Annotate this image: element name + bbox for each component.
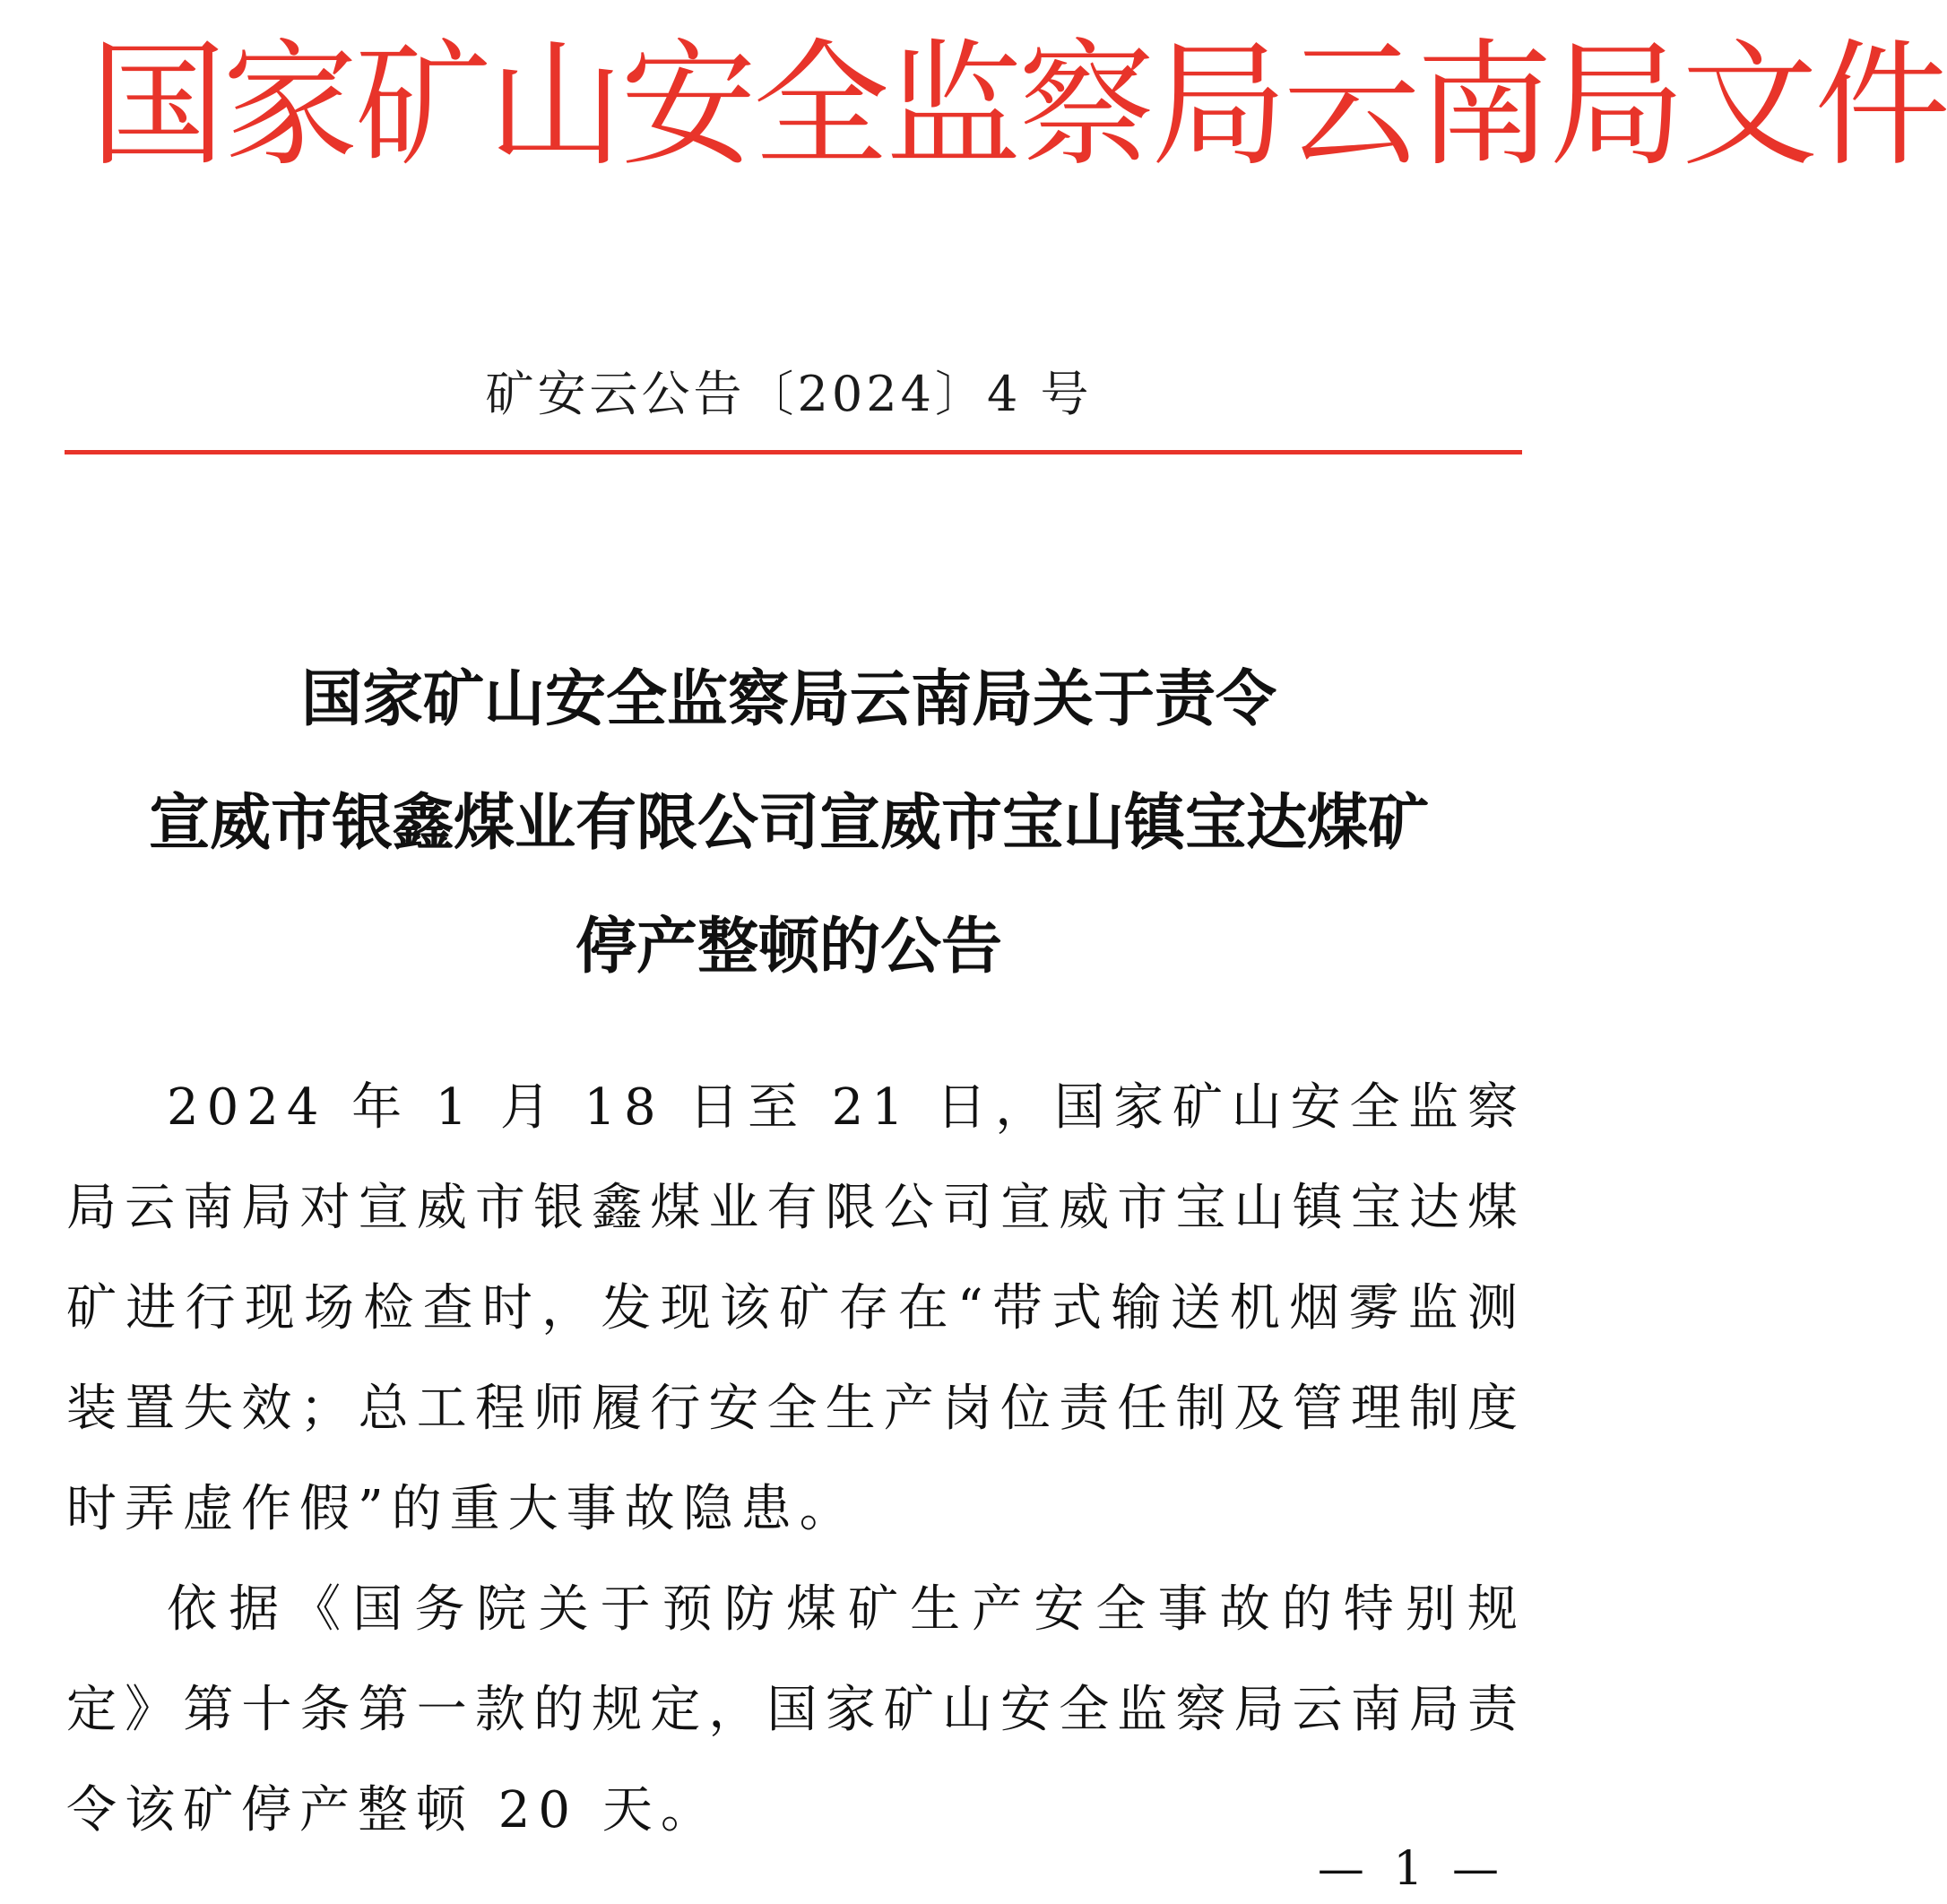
announcement-body <box>66 1058 1526 1861</box>
title-line-2: 宣威市银鑫煤业有限公司宣威市宝山镇宝达煤矿 <box>148 788 1429 859</box>
title-line-3: 停产整顿的公告 <box>575 912 1002 982</box>
document-header-title: 国家矿山安全监察局云南局文件 <box>90 26 1947 185</box>
announcement-title <box>54 638 1524 1009</box>
red-divider-line <box>65 450 1522 454</box>
title-line-1: 国家矿山安全监察局云南局关于责令 <box>300 664 1276 735</box>
document-number: 矿安云公告〔2024〕4 号 <box>485 366 1093 422</box>
body-paragraph-1: 2024 年 1 月 18 日至 21 日，国家矿山安全监察局云南局对宣威市银鑫煤业有限公司宣威市宝山镇宝达煤矿进行现场检查时，发现该矿存在“带式输送机烟雾监测装置失效；总工程师履行安全生产岗位责任制及管理制度时弄虚作假”的重大事故隐患。 <box>66 1078 1527 1538</box>
body-paragraph-2: 依据《国务院关于预防煤矿生产安全事故的特别规定》第十条第一款的规定，国家矿山安全监察局云南局责令该矿停产整顿 20 天。 <box>66 1580 1526 1839</box>
page-number: — 1 — <box>1317 1842 1506 1896</box>
